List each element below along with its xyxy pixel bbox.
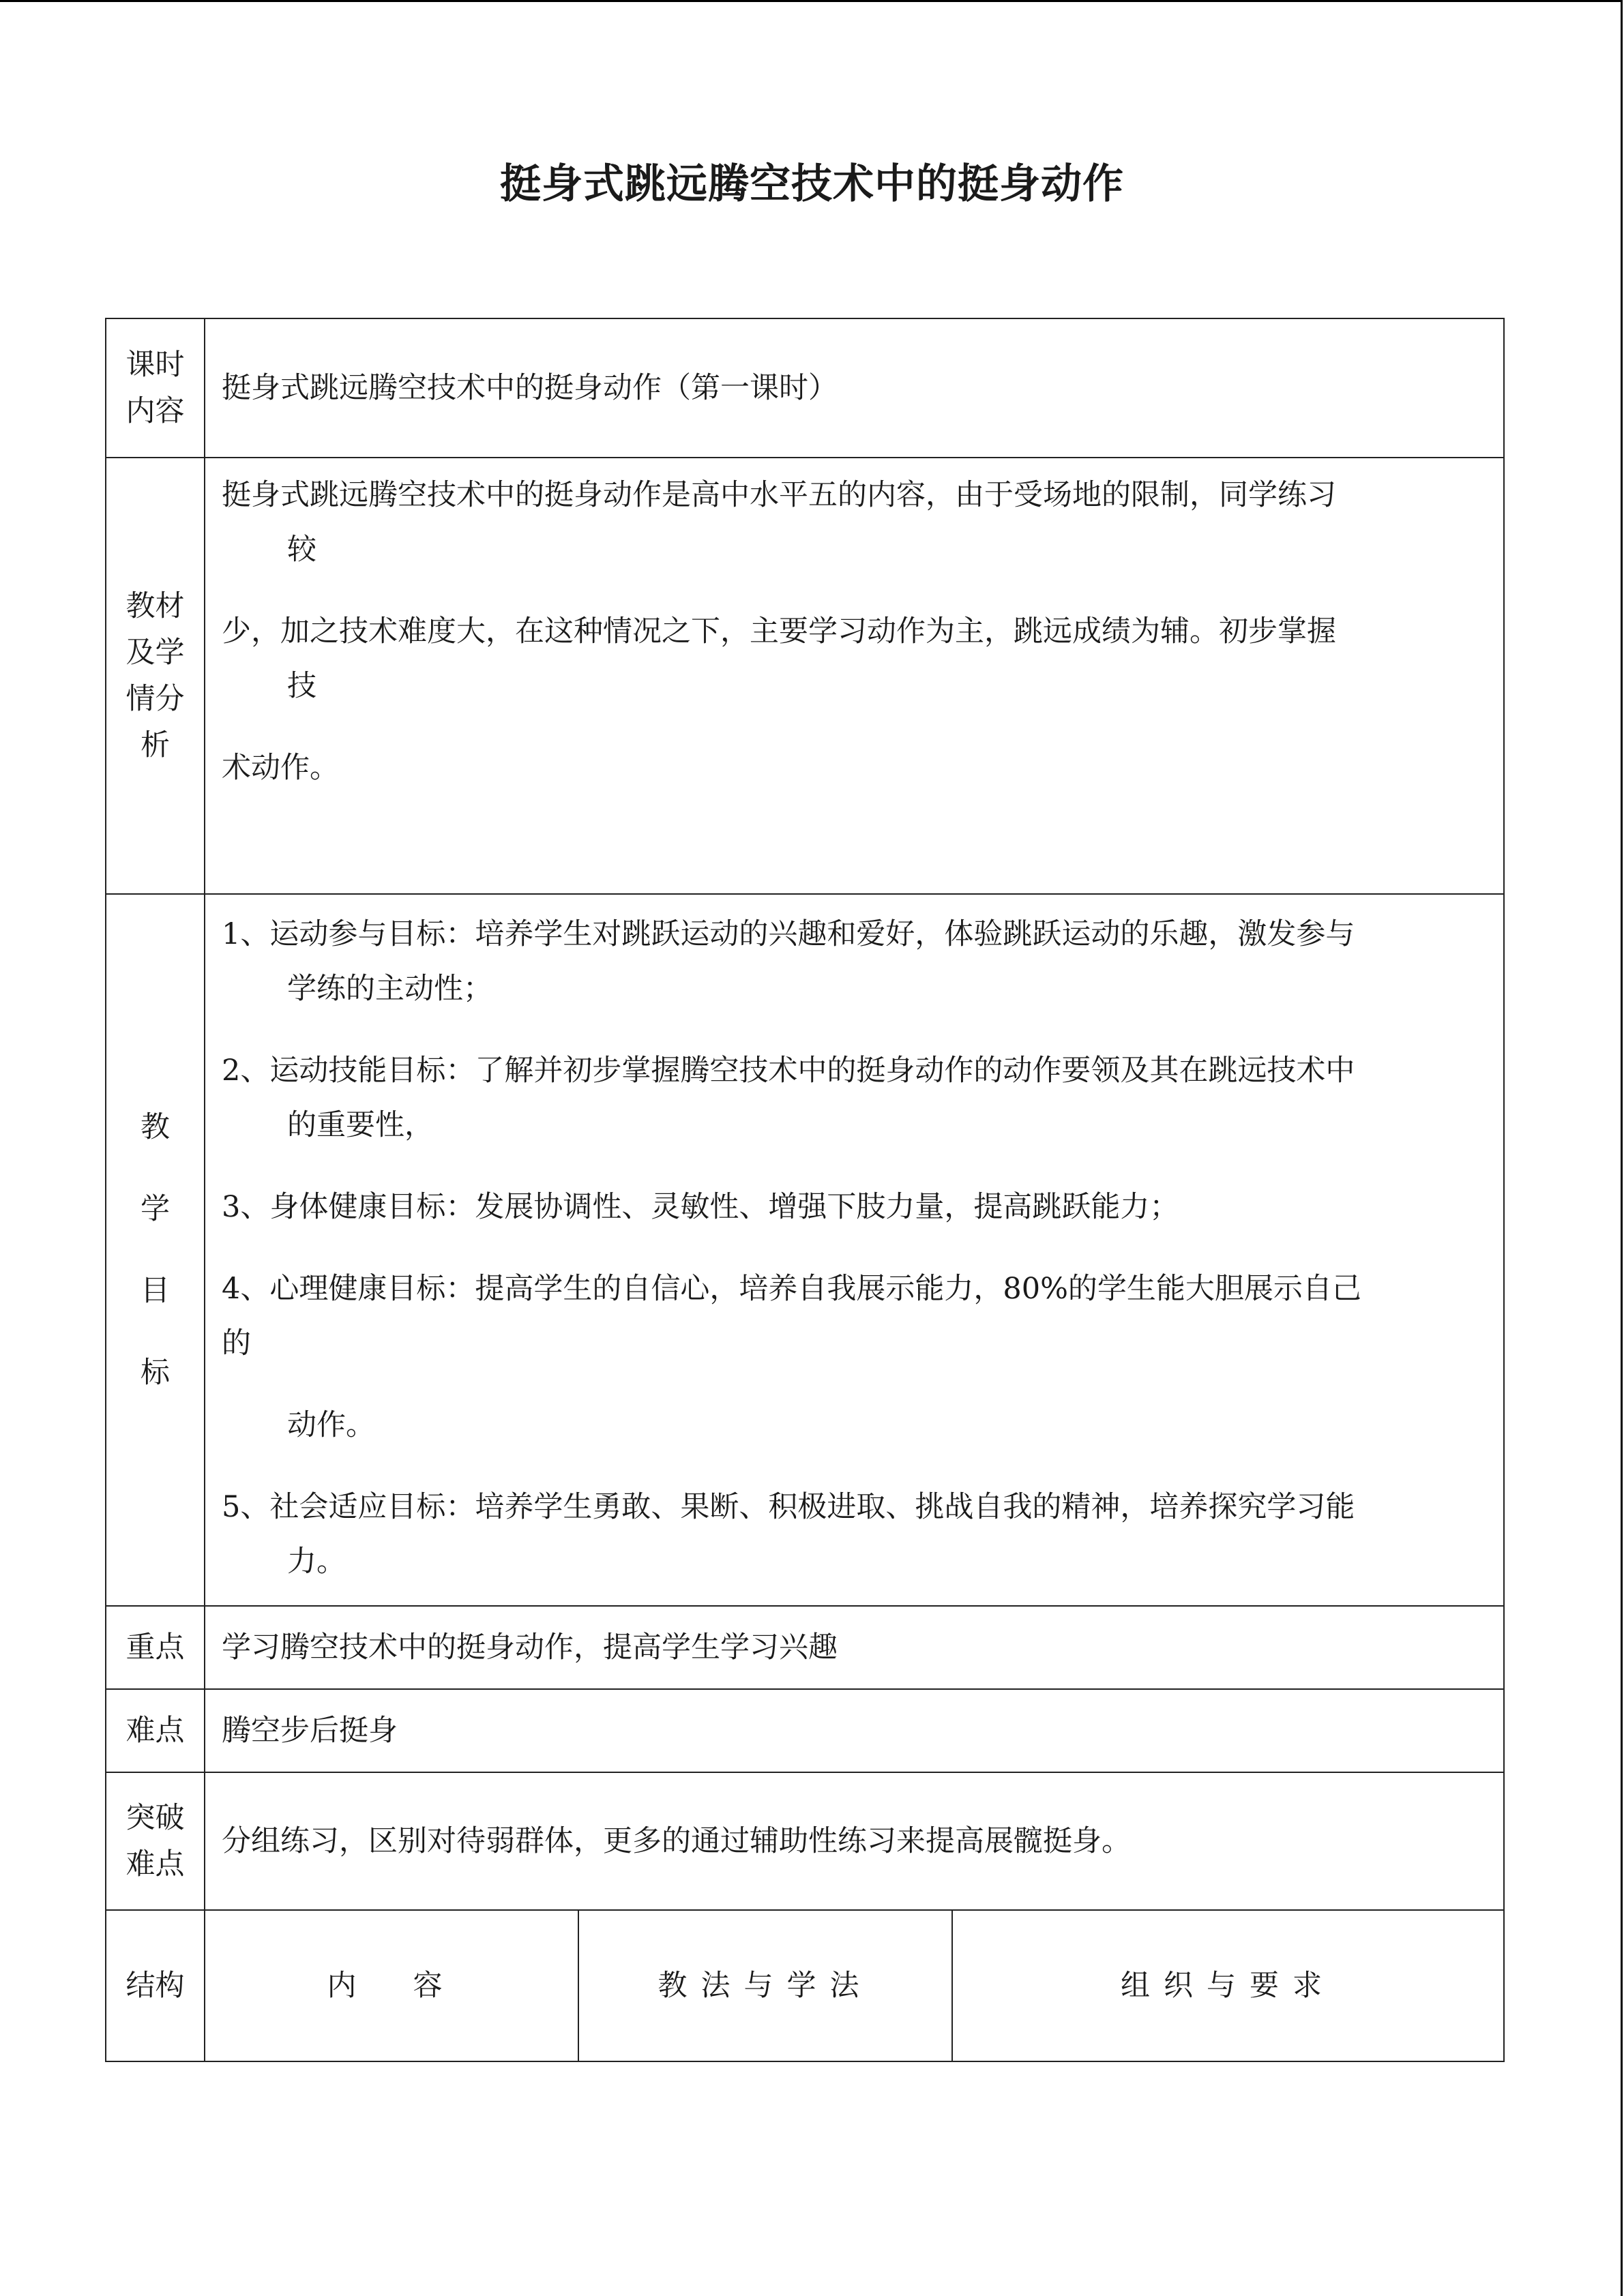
- header-method: 教法与学法: [578, 1910, 952, 2061]
- row-structure-header: [106, 1910, 1504, 2061]
- row-difficulty: [106, 1689, 1504, 1772]
- label-key: 重点: [106, 1606, 205, 1689]
- row-lesson-content: [106, 318, 1504, 458]
- label-breakthrough: 突破 难点: [106, 1772, 205, 1910]
- goal-item: 5、社会适应目标：培养学生勇敢、果断、积极进取、挑战自我的精神，培养探究学习能 力。: [222, 1490, 1355, 1579]
- goal-item: 2、运动技能目标：了解并初步掌握腾空技术中的挺身动作的动作要领及其在跳远技术中 的重要性，: [222, 1054, 1355, 1142]
- value-breakthrough: 分组练习，区别对待弱群体，更多的通过辅助性练习来提高展髋挺身。: [205, 1772, 1504, 1910]
- label-goals: 教 学 目 标: [106, 894, 205, 1606]
- label-difficulty: 难点: [106, 1689, 205, 1772]
- value-lesson: 挺身式跳远腾空技术中的挺身动作（第一课时）: [205, 318, 1504, 458]
- value-goals: [205, 894, 1504, 1606]
- label-lesson: 课时 内容: [106, 318, 205, 458]
- row-goals: [106, 894, 1504, 1606]
- value-key: 学习腾空技术中的挺身动作，提高学生学习兴趣: [205, 1606, 1504, 1689]
- header-organization: 组织与要求: [952, 1910, 1504, 2061]
- value-analysis: 挺身式跳远腾空技术中的挺身动作是高中水平五的内容，由于受场地的限制，同学练习 较 少，加之技术难度大，在这种情况之下，主要学习动作为主，跳远成绩为辅。初步掌握 技 术动作。: [205, 458, 1504, 894]
- row-key-point: [106, 1606, 1504, 1689]
- label-analysis: 教材 及学 情分 析: [106, 458, 205, 894]
- lesson-plan-table: [105, 318, 1505, 2062]
- label-structure: 结构: [106, 1910, 205, 2061]
- goal-item: 1、运动参与目标：培养学生对跳跃运动的兴趣和爱好，体验跳跃运动的乐趣，激发参与 学练的主动性；: [222, 917, 1355, 1006]
- goal-item: 3、身体健康目标：发展协调性、灵敏性、增强下肢力量，提高跳跃能力；: [222, 1190, 1179, 1224]
- header-content: 内 容: [205, 1910, 578, 2061]
- page-title: 挺身式跳远腾空技术中的挺身动作: [500, 160, 1124, 208]
- value-difficulty: 腾空步后挺身: [205, 1689, 1504, 1772]
- row-analysis: [106, 458, 1504, 894]
- goal-item: 4、心理健康目标：提高学生的自信心，培养自我展示能力，80%的学生能大胆展示自己 的 动作。: [222, 1272, 1361, 1442]
- row-breakthrough: [106, 1772, 1504, 1910]
